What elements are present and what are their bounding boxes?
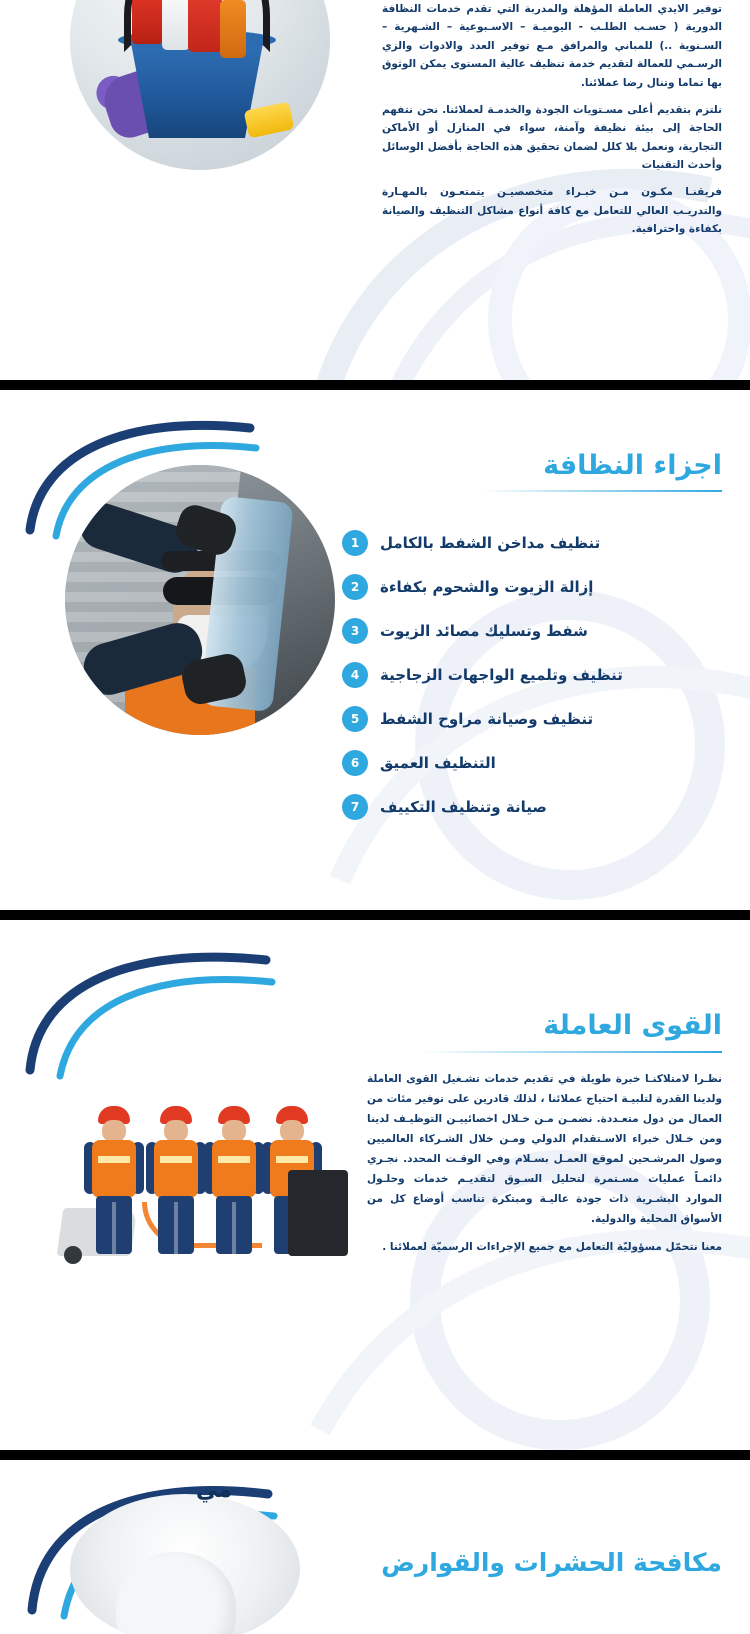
- list-item: [342, 794, 722, 820]
- page-divider: [0, 910, 750, 920]
- list-item-label: تنظيف مداخن الشفط بالكامل: [380, 534, 601, 552]
- page-cleaning-scope: [0, 390, 750, 910]
- overview-paragraph-3: فريقنـا مكـون مـن خبـراء متخصصيـن يتمتعـون بالمهـارة والتدريـب العالي للتعامل مع كافة أنواع مشاكل التنظيف والصيانة بكفاءة واحترافية.: [382, 186, 722, 236]
- pest-control-suit-photo: [70, 1494, 300, 1634]
- title-underline: [482, 490, 722, 492]
- list-item-number: 6: [342, 750, 368, 776]
- page-company-overview: [0, 0, 750, 380]
- page-title: اجزاء النظافة: [543, 450, 722, 481]
- cleaning-bucket-photo: [70, 0, 330, 170]
- list-item: [342, 662, 722, 688]
- list-item-number: 7: [342, 794, 368, 820]
- page-title: القوى العاملة: [543, 1010, 722, 1041]
- overview-paragraph-2: نلتزم بتقديم أعلى مسـتويات الجودة والخدمـة لعملائنا. نحن نتفهم الحاجة إلى بيئة نظيفة وآمنة، سواء في المنازل أو الأماكن التجارية، ونعمل بلا كلل لضمان تحقيق هذه الحاجة بأفضل الوسائل وأحدث التقنيات: [382, 103, 722, 171]
- duct-cleaning-photo: [65, 465, 335, 735]
- list-item-number: 5: [342, 706, 368, 732]
- page-title: مكافحة الحشرات والقوارض: [381, 1548, 722, 1577]
- cleaning-scope-list: [342, 530, 722, 838]
- list-item: [342, 706, 722, 732]
- list-item-number: 2: [342, 574, 368, 600]
- list-item-label: تنظيف وتلميع الواجهات الزجاجية: [380, 666, 623, 684]
- list-item-number: 1: [342, 530, 368, 556]
- workforce-paragraph-1: نظـرا لامتلاكنـا خبرة طويلة في تقديم خدمات تشـغيل القوى العاملة ولدينا القدرة لتلبيـة احتياج عملائنا ، لذلك قادرين على توفير مئات من العمال من دول متعـددة. نضمـن مـن خـلال اخصائييـن التوظيـف لدينا ومن خـلال خبراء الاسـتقدام الدولي ومـن خلال الشـركاء العالميين وصول المرشـحين لموقع العمـل بسـلام وفي الوقـت المحدد. نجـري دائمـاً عمليات مسـتمرة لتحليل السـوق لتقديـم خدمات وحلـول الموارد البشـرية ذات جودة عاليـة ومبتكرة تناسب أوضاع كل من الأسواق المحلية والدولية.: [367, 1073, 722, 1225]
- title-underline: [422, 1051, 722, 1053]
- list-item: [342, 750, 722, 776]
- page-divider: [0, 1450, 750, 1460]
- list-item-label: تنظيف وصيانة مراوح الشفط: [380, 710, 594, 728]
- swoosh-arc-top: [20, 940, 360, 1080]
- page-divider: [0, 380, 750, 390]
- list-item: [342, 574, 722, 600]
- list-item-label: التنظيف العميق: [380, 754, 496, 772]
- list-item-number: 4: [342, 662, 368, 688]
- page-workforce: [0, 920, 750, 1450]
- list-item: [342, 618, 722, 644]
- workforce-text-block: [367, 1070, 722, 1257]
- workforce-team-photo: [58, 1070, 348, 1260]
- overview-paragraph-1: توفير الايدي العاملة المؤهلة والمدربة التي تقدم خدمات النظافة الدورية ( حسـب الطلـب - اليوميـة – الاسـبوعية – الشـهرية – السـنوية ..) للمباني والمرافق مـع توفير العدد والادوات والزي الرسـمي للعمالة لتقديم خدمة تنظيف عالية المستوى يمكن الوثوق بها تماما وتنال رضا عملائنا.: [382, 3, 722, 89]
- list-item-number: 3: [342, 618, 368, 644]
- list-item: [342, 530, 722, 556]
- overview-text-block: [382, 0, 722, 248]
- overlay-word: مي: [196, 1478, 232, 1503]
- workforce-paragraph-2: معنا نتحمّل مسؤوليّة التعامل مع جميع الإجراءات الرسميّة لعملائنا .: [382, 1240, 722, 1253]
- list-item-label: شفط وتسليك مصائد الزيوت: [380, 622, 588, 640]
- page-pest-control: [0, 1460, 750, 1634]
- list-item-label: إزالة الزيوت والشحوم بكفاءة: [380, 578, 594, 596]
- list-item-label: صيانة وتنظيف التكييف: [380, 798, 547, 816]
